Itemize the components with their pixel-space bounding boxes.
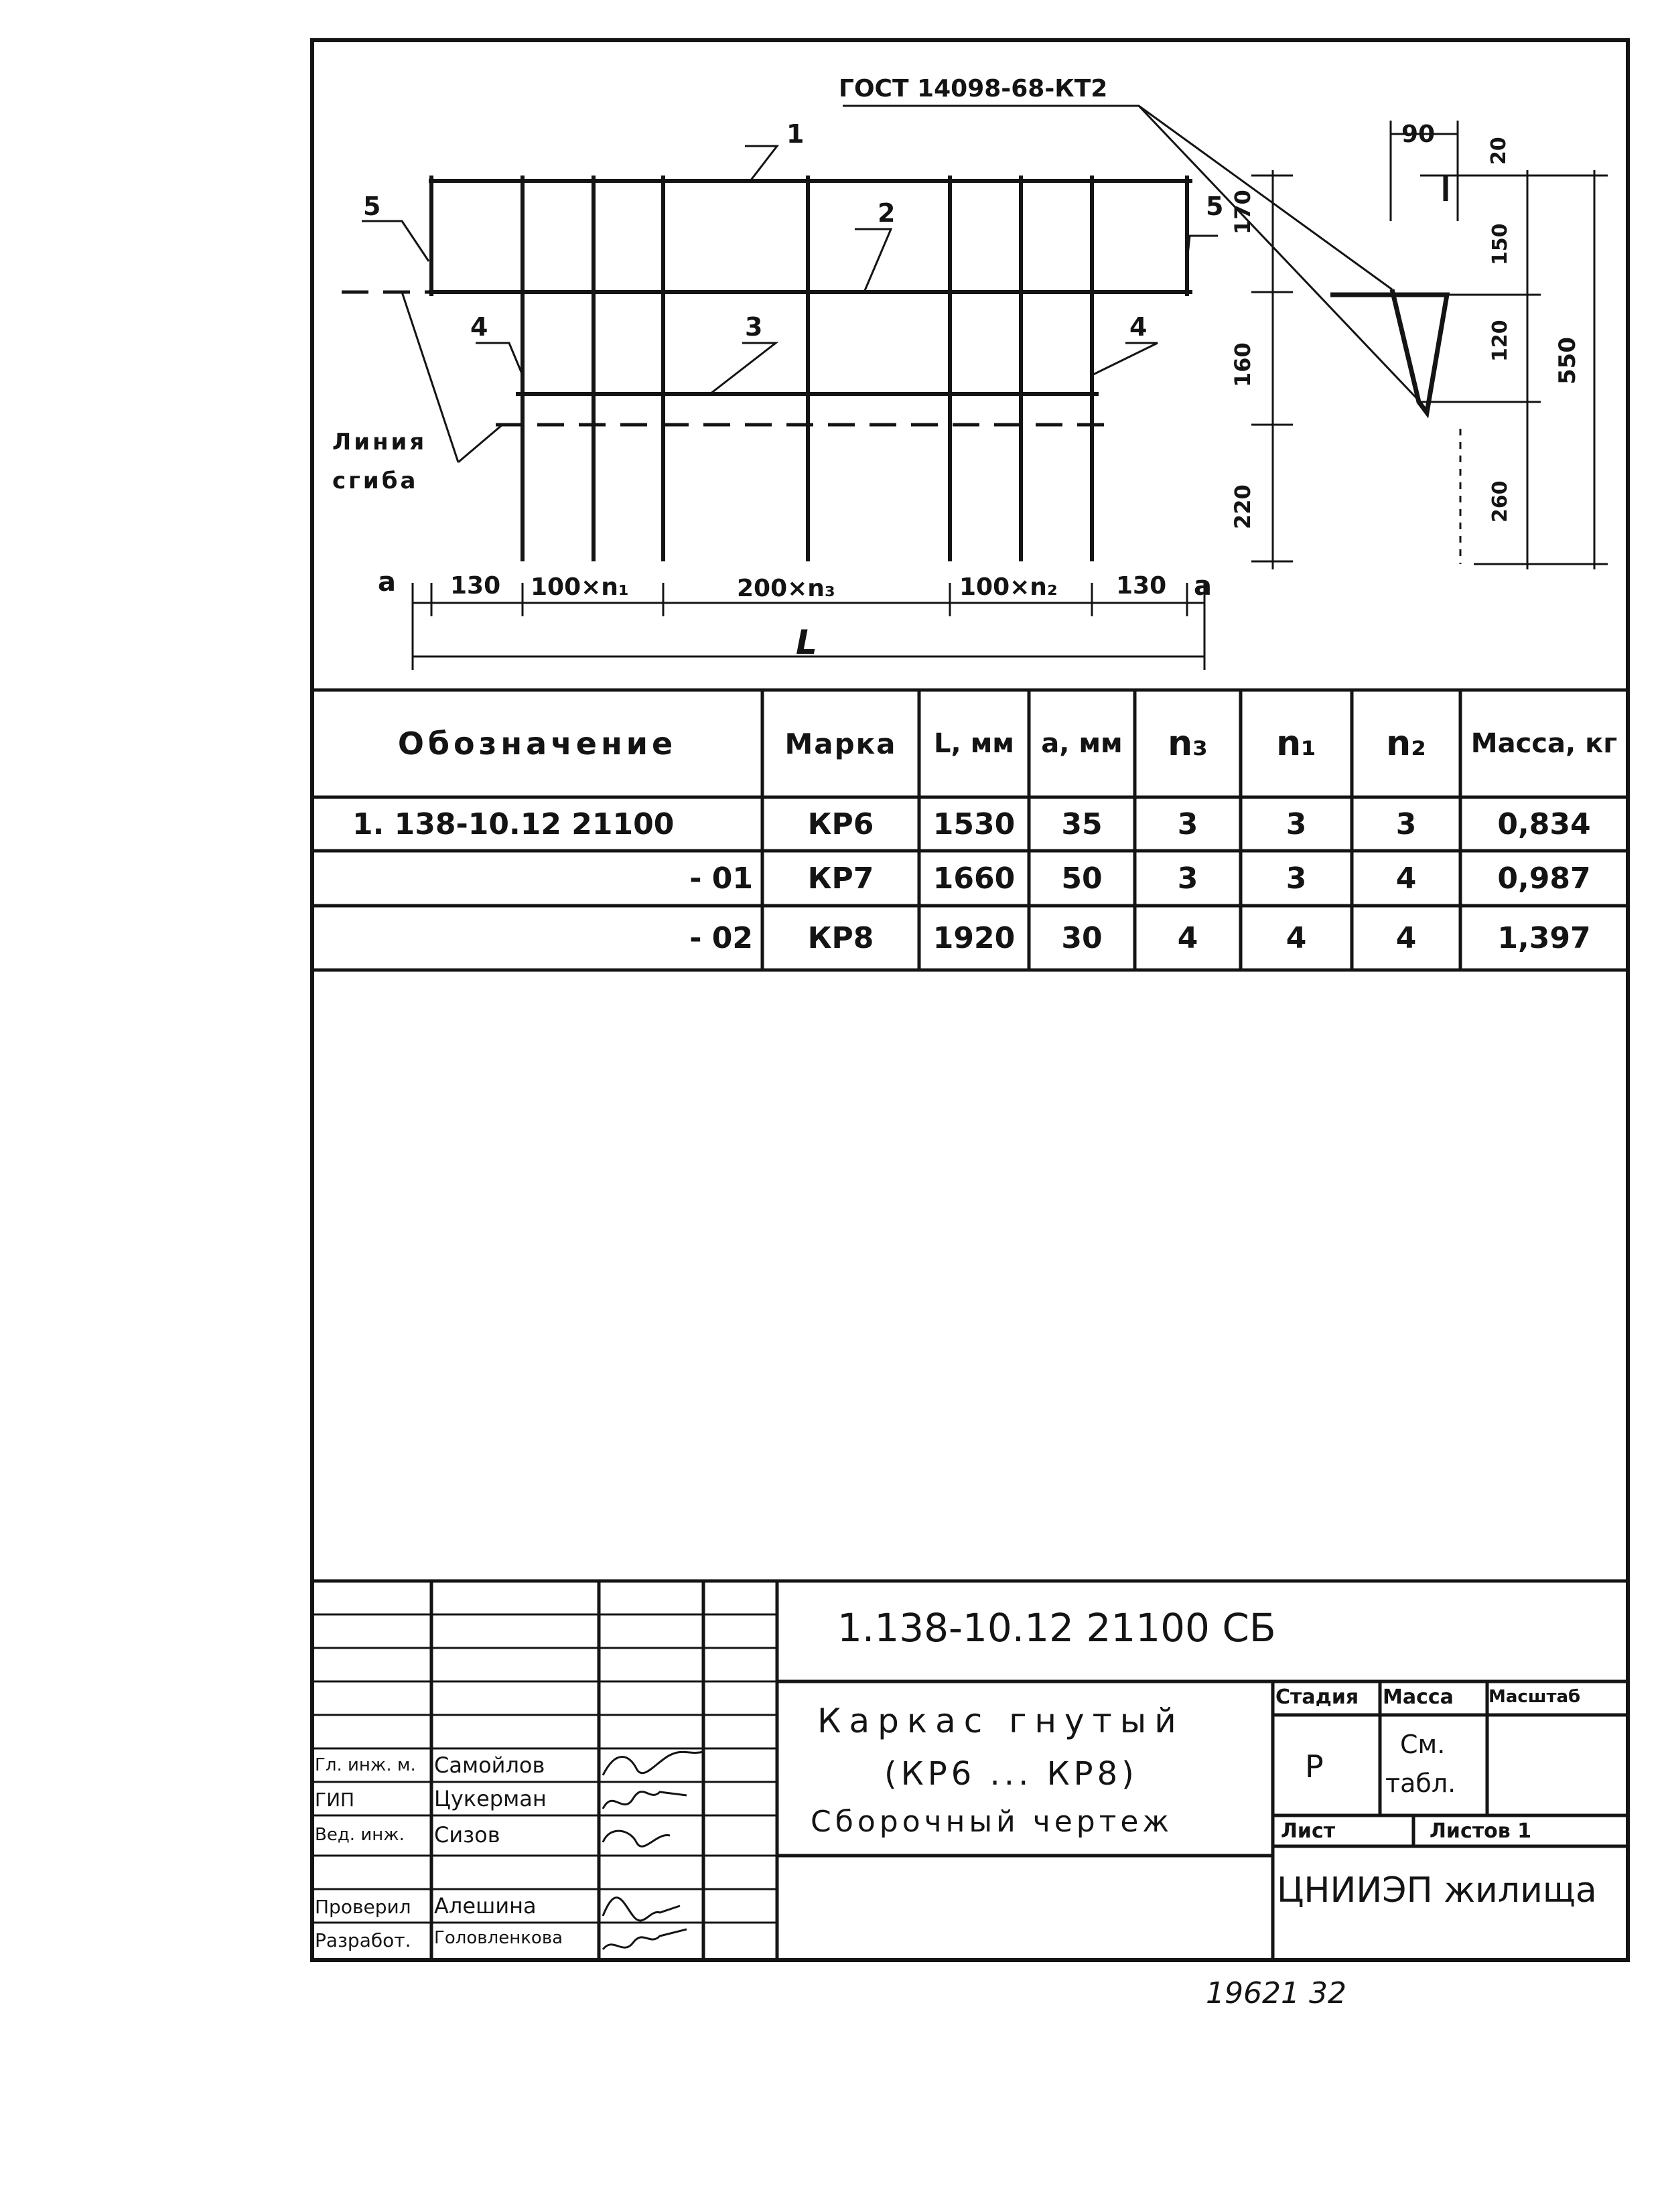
dim-label: 130 xyxy=(450,572,501,600)
position-label: 3 xyxy=(745,312,763,342)
title-line-3: Сборочный чертеж xyxy=(811,1805,1174,1839)
cell-length: 1530 xyxy=(932,807,1016,841)
dim-profile: 260 xyxy=(1488,480,1512,523)
cell-a: 50 xyxy=(1061,861,1103,896)
cell-n2: 4 xyxy=(1395,920,1417,955)
gost-label: ГОСТ 14098-68-КТ2 xyxy=(839,75,1108,102)
dim-profile-total: 550 xyxy=(1554,337,1581,385)
th-mass: Масса, кг xyxy=(1470,728,1618,759)
bend-line-label: сгиба xyxy=(332,468,419,494)
document-code: 1.138-10.12 21100 СБ xyxy=(837,1605,1276,1651)
bent-profile xyxy=(1330,289,1447,413)
cell-n2: 3 xyxy=(1395,807,1417,841)
title-line-1: Каркас гнутый xyxy=(817,1702,1184,1740)
th-mark: Марка xyxy=(784,727,897,760)
staff-name: Самойлов xyxy=(434,1752,545,1778)
title-line-2: (КР6 ... КР8) xyxy=(884,1755,1138,1793)
staff-name: Цукерман xyxy=(434,1786,547,1811)
cell-mass: 1,397 xyxy=(1497,920,1591,955)
staff-name: Головленкова xyxy=(434,1928,563,1948)
position-label: 5 xyxy=(1206,192,1224,221)
mass-value: См. xyxy=(1400,1730,1446,1759)
cell-n2: 4 xyxy=(1395,861,1417,896)
stage-value: Р xyxy=(1305,1748,1324,1785)
dim-profile: 20 xyxy=(1487,137,1511,165)
footer-number: 19621 32 xyxy=(1206,1976,1346,2010)
sheets-label: Листов 1 xyxy=(1430,1819,1532,1843)
cell-designation: - 01 xyxy=(689,861,753,896)
dim-a-left: a xyxy=(378,567,396,598)
cell-n1: 3 xyxy=(1286,807,1307,841)
cell-length: 1660 xyxy=(932,861,1016,896)
dim-vertical: 220 xyxy=(1230,484,1255,529)
th-designation: Обозначение xyxy=(397,725,677,762)
th-n3: n₃ xyxy=(1168,723,1208,764)
position-label: 5 xyxy=(363,192,381,221)
cell-mark: КР8 xyxy=(807,920,874,955)
dim-profile: 90 xyxy=(1401,121,1436,148)
cell-a: 30 xyxy=(1061,920,1103,955)
organization: ЦНИИЭП жилища xyxy=(1277,1870,1597,1911)
th-a: a, мм xyxy=(1041,728,1123,759)
position-label: 1 xyxy=(786,119,805,149)
th-n1: n₁ xyxy=(1276,723,1316,764)
staff-name: Сизов xyxy=(434,1822,500,1848)
cell-n3: 3 xyxy=(1177,807,1198,841)
staff-role: Гл. инж. м. xyxy=(315,1755,416,1775)
dim-vertical: 160 xyxy=(1230,342,1255,387)
cell-a: 35 xyxy=(1061,807,1103,841)
cell-mark: КР6 xyxy=(807,807,874,841)
dim-label: 100×n₁ xyxy=(531,573,629,601)
dim-profile: 150 xyxy=(1488,223,1512,265)
position-label: 2 xyxy=(878,198,896,228)
cell-mark: КР7 xyxy=(807,861,874,896)
cell-n1: 3 xyxy=(1286,861,1307,896)
th-length: L, мм xyxy=(934,728,1014,759)
bend-line-label: Линия xyxy=(332,429,427,456)
dim-label: 200×n₃ xyxy=(737,575,835,602)
dim-vertical: 170 xyxy=(1230,190,1255,234)
staff-role: Проверил xyxy=(315,1896,411,1918)
sheet-label: Лист xyxy=(1281,1819,1336,1843)
cell-length: 1920 xyxy=(932,920,1016,955)
mass-value: табл. xyxy=(1385,1769,1456,1798)
staff-name: Алешина xyxy=(434,1893,537,1919)
position-label: 4 xyxy=(470,312,488,342)
dim-a-right: a xyxy=(1194,571,1212,602)
cell-designation: - 02 xyxy=(689,920,753,955)
dim-label: 100×n₂ xyxy=(959,573,1058,601)
stage-label: Стадия xyxy=(1275,1685,1359,1709)
th-n2: n₂ xyxy=(1386,723,1426,764)
staff-role: Разработ. xyxy=(315,1929,411,1951)
cell-designation: 1. 138-10.12 21100 xyxy=(352,807,675,841)
cell-n3: 3 xyxy=(1177,861,1198,896)
mass-label: Масса xyxy=(1383,1685,1454,1709)
staff-role: ГИП xyxy=(315,1789,355,1811)
staff-role: Вед. инж. xyxy=(315,1825,405,1845)
cell-mass: 0,987 xyxy=(1497,861,1591,896)
cell-mass: 0,834 xyxy=(1497,807,1591,841)
dim-label: 130 xyxy=(1116,572,1167,600)
cell-n1: 4 xyxy=(1286,920,1307,955)
dim-total-L: L xyxy=(796,623,817,662)
sheet-frame xyxy=(312,40,1628,1960)
dim-profile: 120 xyxy=(1488,320,1512,362)
position-label: 4 xyxy=(1129,312,1148,342)
cell-n3: 4 xyxy=(1177,920,1198,955)
scale-label: Масштаб xyxy=(1488,1687,1581,1707)
